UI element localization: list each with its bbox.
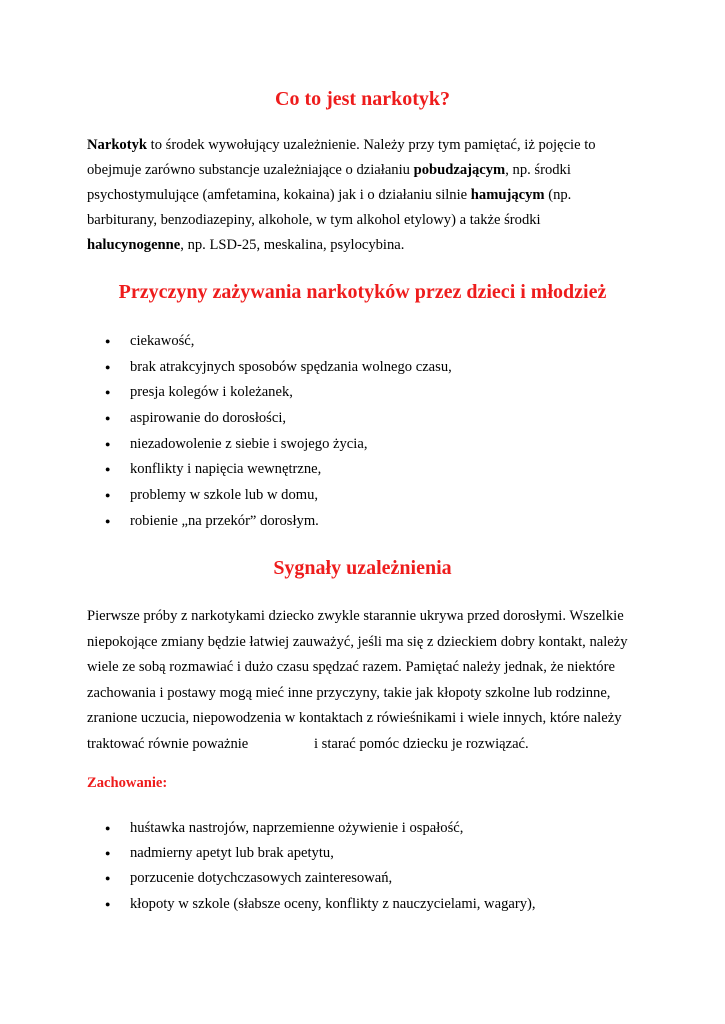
heading-what-is-drug: Co to jest narkotyk? xyxy=(275,88,450,110)
intro-text: , np. środki xyxy=(505,162,571,178)
term-hallucinogenic: halucynogenne xyxy=(87,237,181,253)
list-item: ● niezadowolenie z siebie i swojego życia, xyxy=(105,432,665,458)
list-item: ● brak atrakcyjnych sposobów spędzania wolnego czasu, xyxy=(105,355,665,381)
list-item: ● nadmierny apetyt lub brak apetytu, xyxy=(105,841,665,866)
list-item: ● konflikty i napięcia wewnętrzne, xyxy=(105,457,665,483)
signals-line: traktować równie poważnie i starać pomóc dziecku je rozwiązać. xyxy=(87,735,529,752)
signals-line: Pierwsze próby z narkotykami dziecko zwykle starannie ukrywa przed dorosłymi. Wszelkie xyxy=(87,608,624,624)
signals-line: niepokojące zmiany będzie łatwiej zauważyć, jeśli ma się z dzieckiem dobry kontakt, należy xyxy=(87,633,628,650)
signals-paragraph xyxy=(87,604,647,758)
list-item: ● huśtawka nastrojów, naprzemienne ożywienie i ospałość, xyxy=(105,816,665,841)
intro-text: to środek wywołujący uzależnienie. Należy przy tym pamiętać, iż pojęcie to xyxy=(147,137,596,153)
term-narkotyk: Narkotyk xyxy=(87,137,147,153)
list-item: ● ciekawość, xyxy=(105,329,665,355)
list-item: ● porzucenie dotychczasowych zainteresowań, xyxy=(105,866,665,891)
term-stimulating: pobudzającym xyxy=(413,162,506,178)
list-item: ● problemy w szkole lub w domu, xyxy=(105,483,665,509)
list-item: ● kłopoty w szkole (słabsze oceny, konflikty z nauczycielami, wagary), xyxy=(105,892,665,917)
intro-text: (np. xyxy=(544,187,572,203)
intro-text: obejmuje zarówno substancje uzależniające o działaniu xyxy=(87,162,414,178)
intro-text: barbiturany, benzodiazepiny, alkohole, w tym alkohol etylowy) a także środki xyxy=(87,212,541,228)
intro-text: psychostymulujące (amfetamina, kokaina) jak i o działaniu silnie xyxy=(87,187,471,203)
list-item: ● robienie „na przekór” dorosłym. xyxy=(105,509,665,535)
signals-line: zachowania i postawy mogą mieć inne przyczyny, takie jak kłopoty szkolne lub rodzinne, xyxy=(87,684,611,701)
intro-text: , np. LSD-25, meskalina, psylocybina. xyxy=(180,237,405,253)
signals-line: wiele ze sobą rozmawiać i dużo czasu spędzać razem. Pamiętać należy jednak, że niektóre xyxy=(87,659,615,676)
causes-list xyxy=(105,329,665,535)
behavior-list xyxy=(105,816,665,917)
list-item: ● aspirowanie do dorosłości, xyxy=(105,406,665,432)
behavior-heading: Zachowanie: xyxy=(87,775,168,791)
term-inhibiting: hamującym xyxy=(470,187,545,203)
list-item: ● presja kolegów i koleżanek, xyxy=(105,380,665,406)
signals-line: zranione uczucia, niepowodzenia w kontaktach z rówieśnikami i wiele innych, które należy xyxy=(87,710,622,727)
heading-causes: Przyczyny zażywania narkotyków przez dzieci i młodzież xyxy=(118,281,607,303)
intro-paragraph xyxy=(87,133,647,258)
heading-addiction-signals: Sygnały uzależnienia xyxy=(273,557,452,579)
